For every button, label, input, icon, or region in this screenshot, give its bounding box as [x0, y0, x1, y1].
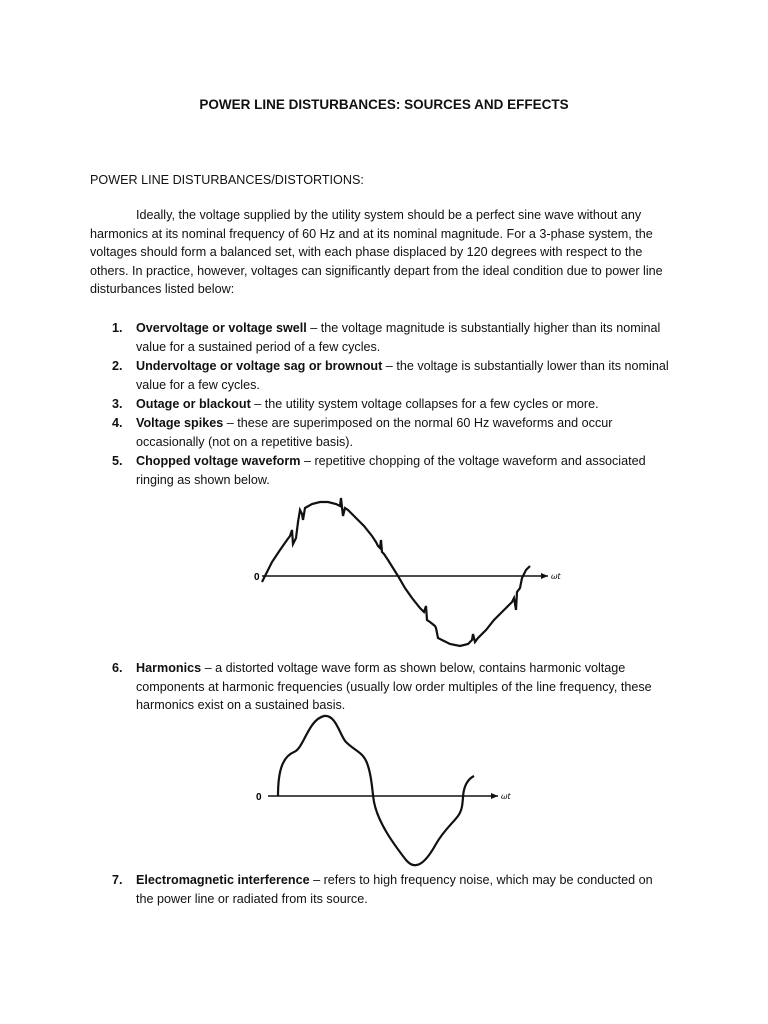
list-number: 4.: [112, 416, 123, 430]
page-title: POWER LINE DISTURBANCES: SOURCES AND EFFECTS: [199, 97, 569, 112]
list-description: – the voltage magnitude is substantially higher than its nominal value for a sustained period of a few cycles.: [136, 321, 661, 354]
list-description: – the voltage is substantially lower than its nominal value for a few cycles.: [136, 359, 669, 392]
list-term: Undervoltage or voltage sag or brownout: [136, 359, 383, 373]
list-term: Outage or blackout: [136, 397, 251, 411]
list-description: – a distorted voltage wave form as shown below, contains harmonic voltage components at harmonic frequencies (usually low order multiples of the line frequency, these harmonics exist on a sustained basis.: [136, 661, 652, 712]
list-item-undervoltage: [112, 357, 672, 394]
list-term: Chopped voltage waveform: [136, 454, 301, 468]
list-number: 3.: [112, 397, 123, 411]
list-number: 6.: [112, 661, 123, 675]
list-item-emi: [112, 871, 672, 908]
axis-label: ωt: [501, 792, 511, 801]
axis-label: ωt: [551, 572, 561, 581]
list-number: 7.: [112, 873, 123, 887]
harmonics-waveform-figure: [252, 712, 527, 872]
origin-label: 0: [256, 792, 262, 803]
intro-paragraph: Ideally, the voltage supplied by the utility system should be a perfect sine wave without any harmonics at its nominal frequency of 60 Hz and at its nominal magnitude. For a 3-phase system, the voltages should form a balanced set, with each phase displaced by 120 degrees with respect to the others. In practice, however, voltages can significantly depart from the ideal condition due to power line disturbances listed below:: [90, 208, 663, 296]
list-term: Electromagnetic interference: [136, 873, 310, 887]
section-heading: POWER LINE DISTURBANCES/DISTORTIONS:: [90, 173, 364, 187]
list-description: – these are superimposed on the normal 60 Hz waveforms and occur occasionally (not on a repetitive basis).: [136, 416, 613, 449]
list-item-outage: [112, 395, 672, 414]
list-item-voltage-spikes: [112, 414, 672, 451]
list-item-chopped-waveform: [112, 452, 672, 489]
origin-label: 0: [254, 572, 260, 583]
list-number: 5.: [112, 454, 123, 468]
list-description: – repetitive chopping of the voltage waveform and associated ringing as shown below.: [136, 454, 646, 487]
list-number: 2.: [112, 359, 123, 373]
list-number: 1.: [112, 321, 123, 335]
list-description: – refers to high frequency noise, which may be conducted on the power line or radiated from its source.: [136, 873, 653, 906]
harmonics-wave-trace: [278, 716, 474, 865]
list-term: Voltage spikes: [136, 416, 224, 430]
axis-arrow-icon: [491, 793, 498, 799]
axis-arrow-icon: [541, 573, 548, 579]
list-term: Overvoltage or voltage swell: [136, 321, 307, 335]
chopped-waveform-figure: [250, 492, 565, 657]
list-term: Harmonics: [136, 661, 202, 675]
chopped-wave-trace: [262, 498, 530, 646]
list-description: – the utility system voltage collapses for a few cycles or more.: [250, 397, 599, 411]
list-item-harmonics: [112, 659, 672, 715]
list-item-overvoltage: [112, 319, 672, 356]
